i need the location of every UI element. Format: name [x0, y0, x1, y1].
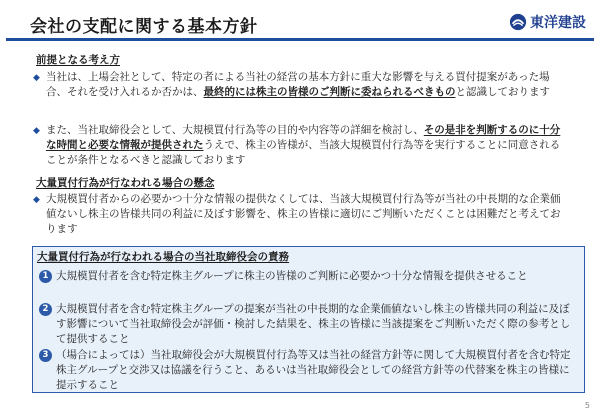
logo-text: 東洋建設	[530, 15, 586, 31]
bullet-concern-1	[33, 192, 568, 237]
duties-box	[32, 246, 585, 393]
bullet-text: 大規模買付者からの必要かつ十分な情報の提供なくしては、当該大規模買付行為等が当社の中長期的な企業価値ないし株主の皆様共同の利益に及ぼす影響を、株主の皆様に適切にご判断いただくことは困難だと考えております	[46, 193, 561, 235]
diamond-bullet-icon: ◆	[33, 73, 40, 83]
list-item-text: （場合によっては）当社取締役会が大規模買付行為等又は当社の経営方針等に関して大規模買付者を含む特定株主グループと交渉又は協議を行うこと、あるいは当社取締役会としての経営方針等の代替案を株主の皆様に提示すること	[56, 349, 571, 391]
bullet-text: うえで、株主の皆様が、当該大規模買付行為等を実行することに同意されることが条件となるべきと認識しております	[46, 139, 561, 166]
list-item-text: 大規模買付者を含む特定株主グループの提案が当社の中長期的な企業価値ないし株主の皆様共同の利益に及ぼす影響について当社取締役会が評価・検討した結果を、株主の皆様に当該提案をご判断いただく際の参考として提供すること	[56, 303, 571, 345]
page-title: 会社の支配に関する基本方針	[30, 17, 258, 37]
diamond-bullet-icon: ◆	[33, 126, 40, 136]
page-number: 5	[584, 401, 590, 410]
section-heading-concern: 大量買付行為が行なわれる場合の懸念	[36, 177, 215, 189]
list-item	[39, 269, 575, 284]
company-logo	[509, 12, 586, 32]
box-heading: 大量買付行為が行なわれる場合の当社取締役会の責務	[37, 251, 289, 263]
section-heading-premise: 前提となる考え方	[36, 54, 120, 66]
emphasis-text: その是非を判断するのに十分な時間と必要な情報が提供された	[46, 124, 561, 151]
list-item	[39, 348, 575, 393]
bullet-text: 当社は、上場会社として、特定の者による当社の経営の基本方針に重大な影響を与える買付提案があった場合、それを受け入れるか否かは、	[46, 71, 550, 98]
number-badge-icon: 2	[39, 303, 52, 316]
bullet-text: と認識しております	[455, 86, 550, 98]
list-item-text: 大規模買付者を含む特定株主グループに株主の皆様のご判断に必要かつ十分な情報を提供させること	[56, 270, 528, 282]
toyo-logo-icon	[509, 13, 527, 31]
list-item	[39, 302, 575, 347]
number-badge-icon: 3	[39, 349, 52, 362]
bullet-premise-1	[33, 70, 568, 100]
diamond-bullet-icon: ◆	[33, 195, 40, 205]
emphasis-text: 最終的には株主の皆様のご判断に委ねられるべきもの	[203, 86, 456, 98]
bullet-text: また、当社取締役会として、大規模買付行為等の目的や内容等の詳細を検討し、	[46, 124, 424, 136]
bullet-premise-2	[33, 123, 568, 168]
number-badge-icon: 1	[39, 270, 52, 283]
title-bar	[6, 6, 594, 41]
